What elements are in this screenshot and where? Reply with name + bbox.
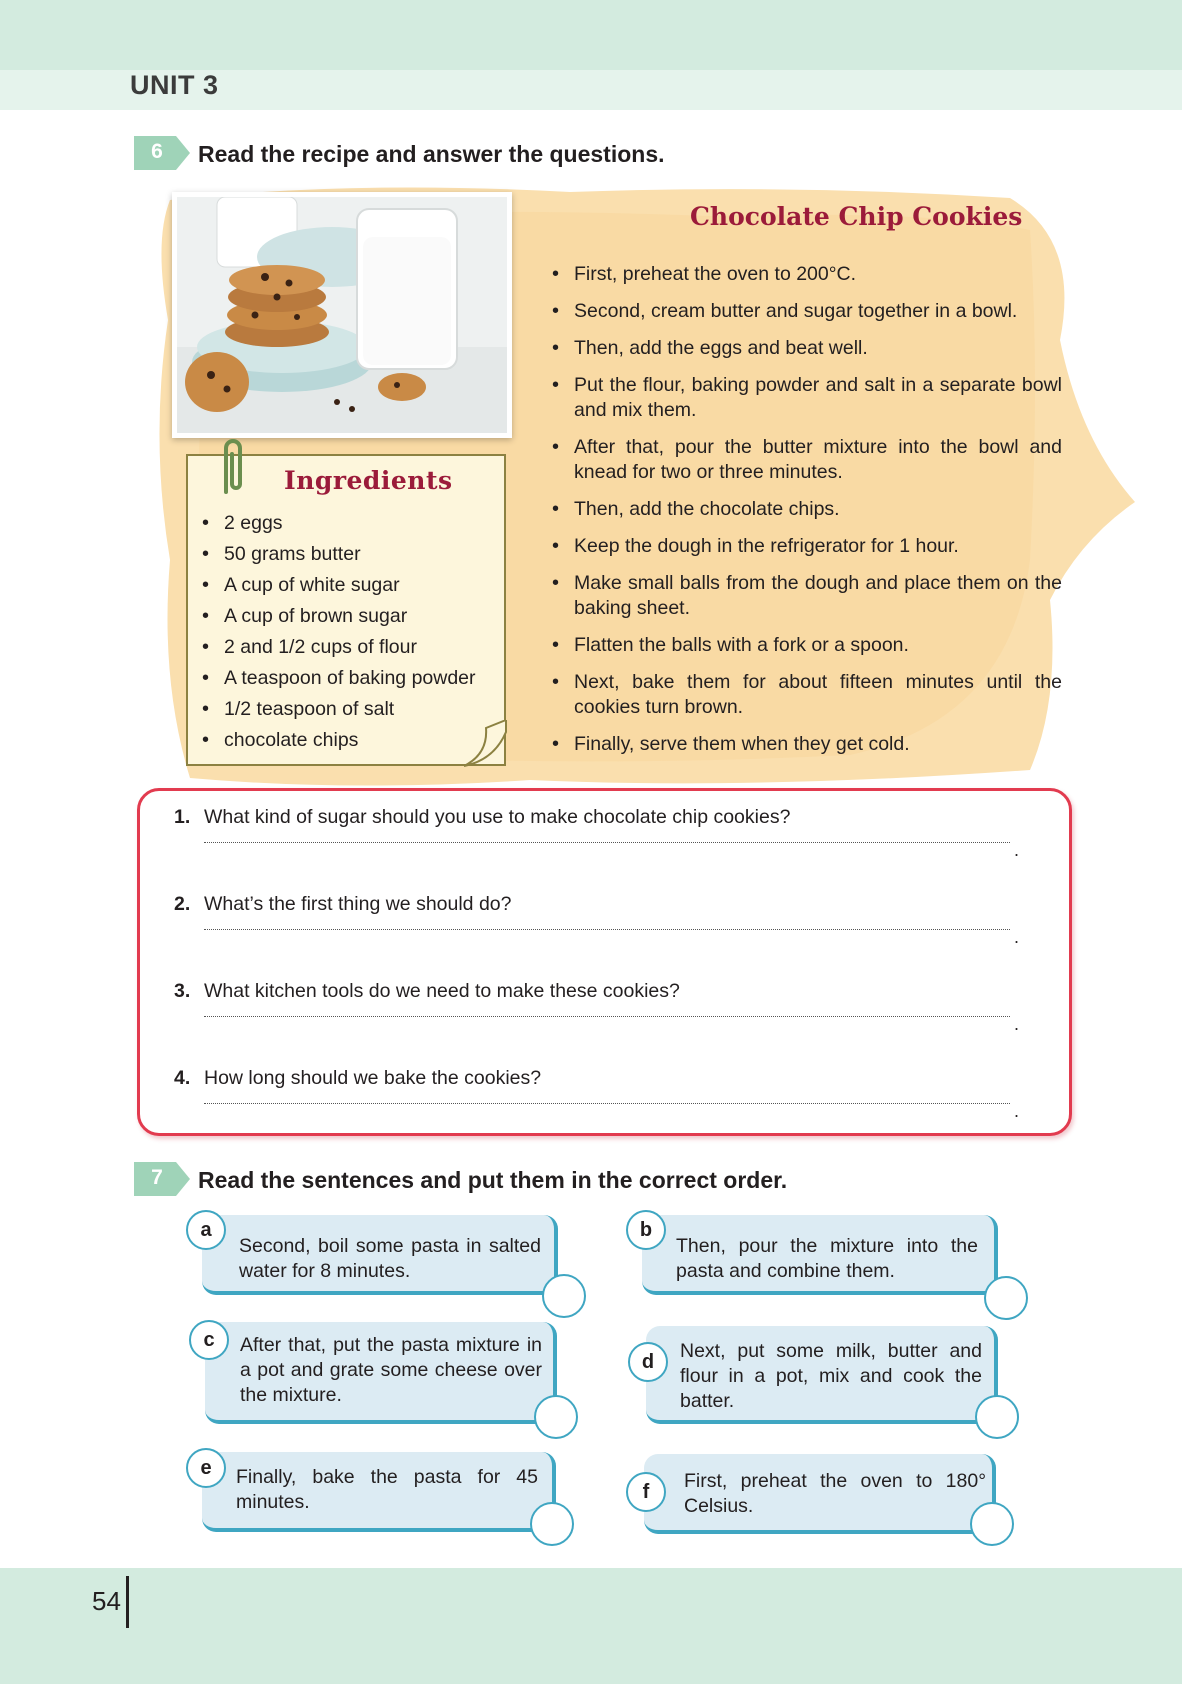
- order-answer-circle-a[interactable]: [542, 1274, 586, 1318]
- answer-line-3[interactable]: [204, 1016, 1010, 1017]
- cookies-milk-image: [177, 197, 507, 433]
- exercise-7-badge: [134, 1162, 190, 1196]
- question-4: [174, 1067, 541, 1090]
- recipe-steps: [552, 262, 1062, 769]
- ingredients-title: Ingredients: [284, 466, 453, 495]
- order-text-f: First, preheat the oven to 180° Celsius.: [684, 1470, 986, 1517]
- question-number: 4.: [174, 1067, 191, 1089]
- question-2: [174, 893, 511, 916]
- recipe-step: • Keep the dough in the refrigerator for 1 hour.: [552, 534, 1062, 559]
- page-fold-icon: [464, 720, 508, 768]
- answer-line-2[interactable]: [204, 929, 1010, 930]
- answer-end-mark: .: [1014, 840, 1020, 860]
- answer-end-mark: .: [1014, 1014, 1020, 1034]
- cookies-photo: [172, 192, 512, 438]
- recipe-title: Chocolate Chip Cookies: [690, 202, 1023, 231]
- page-number-divider: [126, 1576, 129, 1628]
- order-answer-circle-e[interactable]: [530, 1502, 574, 1546]
- header-band: [0, 0, 1182, 70]
- exercise-6-title: Read the recipe and answer the questions.: [198, 141, 665, 167]
- ingredient-item: • 1/2 teaspoon of salt: [202, 694, 476, 725]
- question-3: [174, 980, 680, 1003]
- order-letter-b: b: [626, 1210, 666, 1250]
- recipe-step: • First, preheat the oven to 200°C.: [552, 262, 1062, 287]
- answer-end-mark: .: [1014, 1101, 1020, 1121]
- order-answer-circle-f[interactable]: [970, 1502, 1014, 1546]
- question-text: What kitchen tools do we need to make these cookies?: [204, 980, 680, 1002]
- recipe-step: • Make small balls from the dough and place them on the baking sheet.: [552, 571, 1062, 621]
- footer-band: [0, 1568, 1182, 1684]
- order-answer-circle-d[interactable]: [975, 1395, 1019, 1439]
- order-letter-c: c: [189, 1320, 229, 1360]
- ingredient-item: • chocolate chips: [202, 725, 476, 756]
- ingredient-item: • A cup of white sugar: [202, 570, 476, 601]
- unit-title: UNIT 3: [130, 70, 219, 100]
- order-answer-circle-c[interactable]: [534, 1395, 578, 1439]
- question-text: What’s the first thing we should do?: [204, 893, 512, 915]
- order-letter-a: a: [186, 1210, 226, 1250]
- order-text-c: After that, put the pasta mixture in a pot and grate some cheese over the mixture.: [240, 1334, 542, 1406]
- recipe-step: • After that, pour the butter mixture into the bowl and knead for two or three minutes.: [552, 435, 1062, 485]
- ingredient-item: • 50 grams butter: [202, 539, 476, 570]
- question-1: [174, 806, 790, 829]
- page-number: 54: [92, 1586, 121, 1616]
- question-text: What kind of sugar should you use to make chocolate chip cookies?: [204, 806, 791, 828]
- question-text: How long should we bake the cookies?: [204, 1067, 542, 1089]
- ingredient-item: • 2 eggs: [202, 508, 476, 539]
- recipe-step: • Then, add the chocolate chips.: [552, 497, 1062, 522]
- order-answer-circle-b[interactable]: [984, 1276, 1028, 1320]
- order-text-e: Finally, bake the pasta for 45 minutes.: [236, 1466, 538, 1513]
- ingredient-item: • 2 and 1/2 cups of flour: [202, 632, 476, 663]
- question-number: 2.: [174, 893, 191, 915]
- answer-line-4[interactable]: [204, 1103, 1010, 1104]
- ingredient-item: • A teaspoon of baking powder: [202, 663, 476, 694]
- ingredients-card: [186, 454, 506, 766]
- exercise-7-number: 7: [151, 1166, 163, 1189]
- order-letter-e: e: [186, 1448, 226, 1488]
- order-letter-d: d: [628, 1342, 668, 1382]
- order-text-b: Then, pour the mixture into the pasta and combine them.: [676, 1235, 978, 1282]
- order-letter-f: f: [626, 1472, 666, 1512]
- exercise-6-badge: [134, 136, 190, 170]
- exercise-7-title: Read the sentences and put them in the correct order.: [198, 1167, 788, 1193]
- order-text-d: Next, put some milk, butter and flour in a pot, mix and cook the batter.: [680, 1340, 982, 1412]
- paperclip-icon: [216, 434, 250, 498]
- recipe-step: • Put the flour, baking powder and salt in a separate bowl and mix them.: [552, 373, 1062, 423]
- recipe-step: • Finally, serve them when they get cold.: [552, 732, 1062, 757]
- recipe-step: • Next, bake them for about fifteen minutes until the cookies turn brown.: [552, 670, 1062, 720]
- ingredient-item: • A cup of brown sugar: [202, 601, 476, 632]
- exercise-6-number: 6: [151, 140, 163, 163]
- question-number: 3.: [174, 980, 191, 1002]
- answer-line-1[interactable]: [204, 842, 1010, 843]
- recipe-step: • Flatten the balls with a fork or a spoon.: [552, 633, 1062, 658]
- recipe-step: • Then, add the eggs and beat well.: [552, 336, 1062, 361]
- recipe-step: • Second, cream butter and sugar together in a bowl.: [552, 299, 1062, 324]
- ingredients-list: [202, 508, 476, 756]
- order-text-a: Second, boil some pasta in salted water for 8 minutes.: [239, 1235, 541, 1282]
- answer-end-mark: .: [1014, 927, 1020, 947]
- question-number: 1.: [174, 806, 191, 828]
